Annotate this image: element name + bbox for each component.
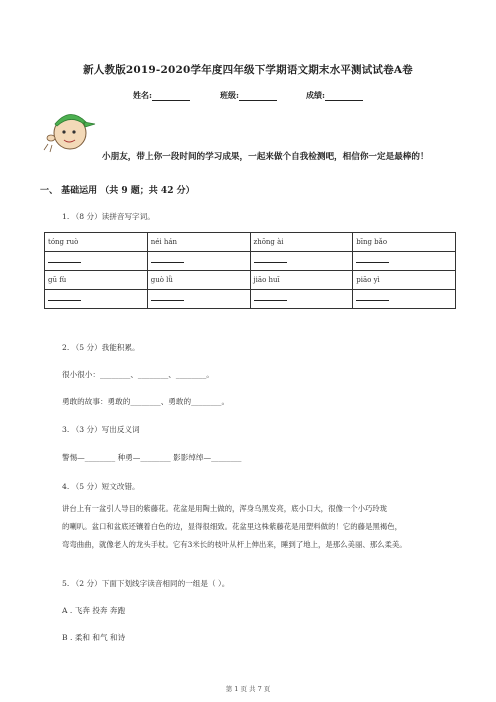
answer-cell[interactable] bbox=[45, 252, 148, 271]
class-label: 班级: bbox=[220, 90, 239, 100]
section-heading: 一、 基础运用 （共 9 题；共 42 分） bbox=[40, 186, 195, 196]
class-blank bbox=[239, 91, 277, 101]
pinyin-cell: piāo yì bbox=[353, 271, 456, 290]
answer-blank bbox=[48, 261, 81, 263]
paragraph-line: 弯弯曲曲，就像老人的龙头手杖。它有3米长的枝叶从杆上伸出来，睡到了地上，是那么美丽、那么柔美。 bbox=[62, 540, 407, 549]
table-row bbox=[45, 233, 456, 252]
table-row bbox=[45, 252, 456, 271]
pinyin-table bbox=[44, 232, 456, 309]
answer-cell[interactable] bbox=[45, 290, 148, 309]
q4-paragraph bbox=[62, 500, 407, 554]
answer-blank bbox=[356, 261, 389, 263]
page-title: 新人教版2019-2020学年度四年级下学期语文期末水平测试试卷A卷 bbox=[83, 64, 413, 76]
name-label: 姓名: bbox=[133, 90, 152, 100]
q5-option-a[interactable]: A . 飞奔 投奔 奔跑 bbox=[62, 606, 126, 615]
question-5: 5. （2 分）下面下划线字读音相同的一组是（ ）。 bbox=[62, 579, 230, 588]
table-row bbox=[45, 290, 456, 309]
answer-blank bbox=[254, 261, 287, 263]
pinyin-cell: guò lǜ bbox=[147, 271, 250, 290]
answer-cell[interactable] bbox=[147, 290, 250, 309]
answer-blank bbox=[254, 299, 287, 301]
q3-line: 警惕—________ 种勇—________ 影影绰绰—________ bbox=[62, 453, 242, 462]
question-4: 4. （5 分）短文改错。 bbox=[62, 482, 140, 491]
answer-cell[interactable] bbox=[353, 290, 456, 309]
paragraph-line: 讲台上有一盆引人导目的紫藤花。花盆是用陶土做的，浑身乌黑发亮，底小口大，很像一个小巧玲珑 bbox=[62, 504, 388, 513]
pinyin-cell: jiāo huī bbox=[250, 271, 353, 290]
motto-text: 小朋友，带上你一段时间的学习成果，一起来做个自我检测吧，相信你一定是最棒的！ bbox=[102, 152, 429, 162]
answer-cell[interactable] bbox=[353, 252, 456, 271]
page-footer: 第 1 页 共 7 页 bbox=[225, 685, 271, 693]
score-label: 成绩: bbox=[306, 90, 325, 100]
answer-cell[interactable] bbox=[147, 252, 250, 271]
score-blank bbox=[325, 91, 363, 101]
question-3: 3. （3 分）写出反义词 bbox=[62, 425, 140, 434]
answer-cell[interactable] bbox=[250, 290, 353, 309]
name-field bbox=[133, 90, 190, 101]
class-field bbox=[220, 90, 277, 101]
pinyin-cell: bīng bǎo bbox=[353, 233, 456, 252]
pinyin-cell: zhōng ài bbox=[250, 233, 353, 252]
answer-blank bbox=[151, 261, 184, 263]
question-1: 1. （8 分）读拼音写字词。 bbox=[62, 212, 155, 221]
pinyin-cell: néi hán bbox=[147, 233, 250, 252]
pinyin-cell: gū fù bbox=[45, 271, 148, 290]
name-blank bbox=[152, 91, 190, 101]
q5-option-b[interactable]: B . 柔和 和气 和诗 bbox=[62, 633, 126, 642]
pinyin-cell: tóng ruò bbox=[45, 233, 148, 252]
score-field bbox=[306, 90, 363, 101]
q2-line-2: 勇敢的故事：勇敢的________、勇敢的________。 bbox=[62, 397, 230, 406]
cartoon-kid-icon bbox=[40, 100, 98, 154]
answer-cell[interactable] bbox=[250, 252, 353, 271]
q2-line-1: 很小很小：________、________、________。 bbox=[62, 370, 214, 379]
answer-blank bbox=[48, 299, 81, 301]
answer-blank bbox=[151, 299, 184, 301]
answer-blank bbox=[356, 299, 389, 301]
table-row bbox=[45, 271, 456, 290]
question-2: 2. （5 分）我能积累。 bbox=[62, 343, 140, 352]
paragraph-line: 的喇叭。盆口和盆底还镶着白色的边，显得很细致。花盆里这株紫藤花是用塑料做的！它的藤是黑褐色， bbox=[62, 522, 402, 531]
